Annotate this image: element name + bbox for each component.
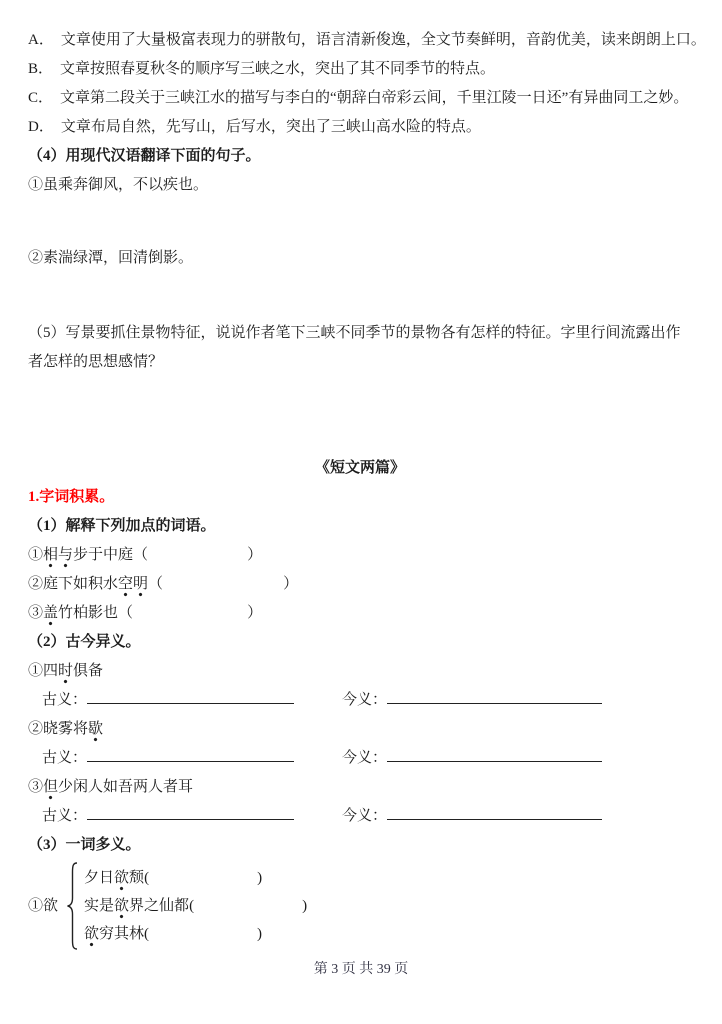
item-number: ① — [28, 547, 44, 563]
item-number: ③ — [28, 779, 44, 795]
sub3-heading: （3）一词多义。 — [28, 837, 141, 853]
left-brace-icon — [66, 862, 79, 950]
item-text: 庭下如积水 — [43, 576, 119, 592]
item-number: ② — [28, 576, 44, 592]
item-number: ③ — [28, 605, 44, 621]
choice-label: D． — [28, 119, 54, 135]
choice-option-d — [28, 113, 692, 142]
q4-header: （4）用现代汉语翻译下面的句子。 — [28, 148, 261, 164]
choice-option-c — [28, 84, 692, 113]
item-text: 竹柏影也 — [58, 605, 119, 621]
polysemy-line-2 — [84, 892, 307, 920]
answer-blank — [387, 807, 602, 820]
item-text: 四 — [43, 663, 59, 679]
item-text: 步于中庭 — [73, 547, 134, 563]
emphasized-word: 盖 — [43, 605, 58, 626]
choice-label: C． — [28, 90, 54, 106]
choice-option-a — [28, 26, 706, 55]
s1-heading: 1.字词积累。 — [28, 489, 115, 505]
modern-label: 今义： — [342, 750, 388, 766]
paren-close: ) — [257, 870, 263, 886]
emphasized-word: 时 — [58, 663, 73, 684]
polysemy-group-label: ①欲 — [28, 898, 59, 914]
sub1-heading: （1）解释下列加点的词语。 — [28, 518, 216, 534]
page-number: 第 3 页 共 39 页 — [313, 962, 409, 977]
emphasized-word: 但 — [43, 779, 58, 800]
emphasized-word: 相与 — [43, 547, 73, 568]
ancient-modern-row — [42, 686, 692, 715]
paren-close: ） — [247, 605, 263, 621]
answer-blank — [87, 807, 294, 820]
sub2-heading: （2）古今异义。 — [28, 634, 141, 650]
modern-label: 今义： — [342, 808, 388, 824]
gujin-item-2 — [28, 715, 692, 744]
q4-item-2: ②素湍绿潭，回清倒影。 — [28, 250, 194, 266]
item-text: 少闲人如吾两人者耳 — [58, 779, 194, 795]
item-number: ① — [28, 663, 44, 679]
paren-open: （ — [118, 605, 134, 621]
item-text: 穷其林 — [99, 926, 145, 942]
q4-item-1: ①虽乘奔御风，不以疾也。 — [28, 177, 209, 193]
modern-label: 今义： — [342, 692, 388, 708]
paren-open: ( — [144, 926, 150, 942]
polysemy-group — [28, 862, 692, 950]
ancient-label: 古义： — [42, 808, 88, 824]
item-number: ② — [28, 721, 44, 737]
paren-open: （ — [133, 547, 149, 563]
emphasized-word: 空明 — [118, 576, 148, 597]
choice-label: A． — [28, 32, 54, 48]
ancient-modern-row — [42, 802, 692, 831]
choices-block — [28, 26, 706, 142]
gujin-item-1 — [28, 657, 692, 686]
gujin-item-3 — [28, 773, 692, 802]
emphasized-word: 欲 — [114, 870, 129, 891]
polysemy-lines — [84, 864, 307, 948]
ancient-label: 古义： — [42, 750, 88, 766]
answer-blank — [87, 749, 294, 762]
item-text: 实是 — [84, 898, 115, 914]
item-text: 颓 — [129, 870, 145, 886]
ancient-modern-row — [42, 744, 692, 773]
vocab-item-2 — [28, 570, 692, 599]
paren-close: ） — [283, 576, 299, 592]
choice-text: 文章第二段关于三峡江水的描写与李白的“朝辞白帝彩云间，千里江陵一日还”有异曲同工之妙。 — [60, 90, 689, 106]
q5-text: （5）写景要抓住景物特征，说说作者笔下三峡不同季节的景物各有怎样的特征。字里行间流露出作者怎样的思想感情？ — [28, 325, 681, 370]
paren-open: ( — [189, 898, 195, 914]
polysemy-line-1 — [84, 864, 307, 892]
item-text: 界之仙都 — [129, 898, 190, 914]
paren-close: ) — [302, 898, 308, 914]
paren-open: （ — [148, 576, 164, 592]
choice-text: 文章使用了大量极富表现力的骈散句，语言清新俊逸，全文节奏鲜明，音韵优美，读来朗朗上口。 — [60, 32, 706, 48]
ancient-label: 古义： — [42, 692, 88, 708]
choice-text: 文章布局自然，先写山，后写水，突出了三峡山高水险的特点。 — [60, 119, 481, 135]
paren-close: ) — [257, 926, 263, 942]
paren-close: ） — [247, 547, 263, 563]
emphasized-word: 欲 — [114, 898, 129, 919]
item-text: 夕日 — [84, 870, 115, 886]
paren-open: ( — [144, 870, 150, 886]
polysemy-line-3 — [84, 920, 307, 948]
emphasized-word: 欲 — [84, 926, 99, 947]
answer-blank — [387, 749, 602, 762]
emphasized-word: 歇 — [88, 721, 103, 742]
choice-text: 文章按照春夏秋冬的顺序写三峡之水，突出了其不同季节的特点。 — [60, 61, 496, 77]
vocab-item-3 — [28, 599, 692, 628]
answer-blank — [87, 691, 294, 704]
choice-label: B． — [28, 61, 54, 77]
item-text: 晓雾将 — [43, 721, 89, 737]
choice-option-b — [28, 55, 692, 84]
answer-blank — [387, 691, 602, 704]
vocab-item-1 — [28, 541, 692, 570]
item-text: 俱备 — [73, 663, 104, 679]
section-title: 《短文两篇》 — [314, 460, 405, 476]
